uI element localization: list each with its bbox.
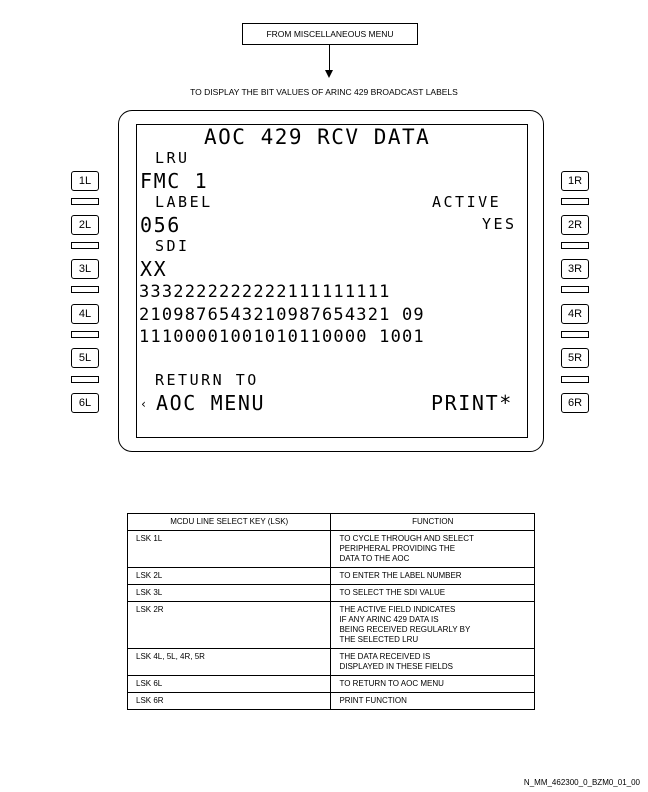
lsk-5r[interactable]: 5R — [561, 348, 589, 368]
key-slot — [71, 242, 99, 249]
table-cell-key: LSK 1L — [128, 531, 331, 568]
sdi-value: XX — [140, 257, 168, 281]
key-slot — [561, 198, 589, 205]
label-label: LABEL — [155, 193, 213, 211]
table-row — [128, 602, 535, 649]
table-cell-key: LSK 2L — [128, 568, 331, 585]
sdi-label: SDI — [155, 237, 190, 255]
bit-row-3: 11100001001010110000 1001 — [139, 327, 425, 347]
return-label: RETURN TO — [155, 371, 259, 389]
lsk-2r[interactable]: 2R — [561, 215, 589, 235]
lsk-function-table — [127, 513, 535, 710]
table-header-row — [128, 514, 535, 531]
table-cell-function: THE DATA RECEIVED IS DISPLAYED IN THESE FIELDS — [331, 649, 535, 676]
print-label: PRINT* — [431, 391, 513, 415]
table-row — [128, 693, 535, 710]
table-cell-function: PRINT FUNCTION — [331, 693, 535, 710]
table-row — [128, 585, 535, 602]
key-slot — [561, 376, 589, 383]
lru-label: LRU — [155, 149, 190, 167]
table-header-function: FUNCTION — [331, 514, 535, 531]
table-cell-key: LSK 3L — [128, 585, 331, 602]
key-slot — [561, 286, 589, 293]
bit-row-1: 3332222222222111111111 — [139, 282, 391, 302]
chevron-left-icon: ‹ — [140, 397, 148, 411]
arrow-down-icon — [325, 70, 333, 78]
table-cell-key: LSK 2R — [128, 602, 331, 649]
lsk-3r[interactable]: 3R — [561, 259, 589, 279]
source-menu-box: FROM MISCELLANEOUS MENU — [242, 23, 418, 45]
key-slot — [561, 242, 589, 249]
lsk-4r[interactable]: 4R — [561, 304, 589, 324]
table-cell-function: TO CYCLE THROUGH AND SELECT PERIPHERAL PROVIDING THE DATA TO THE AOC — [331, 531, 535, 568]
arrow-line — [329, 45, 330, 71]
active-label: ACTIVE — [432, 193, 502, 211]
table-row — [128, 531, 535, 568]
lsk-2l[interactable]: 2L — [71, 215, 99, 235]
document-reference: N_MM_462300_0_BZM0_01_00 — [523, 778, 640, 787]
lsk-4l[interactable]: 4L — [71, 304, 99, 324]
table-header-key: MCDU LINE SELECT KEY (LSK) — [128, 514, 331, 531]
key-slot — [71, 376, 99, 383]
bit-row-2: 2109876543210987654321 09 — [139, 305, 425, 325]
lsk-6r[interactable]: 6R — [561, 393, 589, 413]
table-row — [128, 649, 535, 676]
diagram-caption: TO DISPLAY THE BIT VALUES OF ARINC 429 BROADCAST LABELS — [190, 87, 458, 97]
lsk-5l[interactable]: 5L — [71, 348, 99, 368]
page-title: AOC 429 RCV DATA — [204, 125, 431, 149]
table-cell-key: LSK 4L, 5L, 4R, 5R — [128, 649, 331, 676]
table-cell-key: LSK 6R — [128, 693, 331, 710]
lru-value: FMC 1 — [140, 169, 209, 193]
lsk-1r[interactable]: 1R — [561, 171, 589, 191]
table-cell-key: LSK 6L — [128, 676, 331, 693]
table-cell-function: TO ENTER THE LABEL NUMBER — [331, 568, 535, 585]
table-cell-function: THE ACTIVE FIELD INDICATES IF ANY ARINC 429 DATA IS BEING RECEIVED REGULARLY BY THE SELECTED LRU — [331, 602, 535, 649]
table-row — [128, 676, 535, 693]
key-slot — [71, 198, 99, 205]
table-cell-function: TO SELECT THE SDI VALUE — [331, 585, 535, 602]
key-slot — [71, 286, 99, 293]
key-slot — [71, 331, 99, 338]
label-value: 056 — [140, 213, 181, 237]
active-value: YES — [482, 215, 517, 233]
table-row — [128, 568, 535, 585]
table-cell-function: TO RETURN TO AOC MENU — [331, 676, 535, 693]
key-slot — [561, 331, 589, 338]
lsk-6l[interactable]: 6L — [71, 393, 99, 413]
return-value: AOC MENU — [156, 391, 266, 415]
lsk-3l[interactable]: 3L — [71, 259, 99, 279]
lsk-1l[interactable]: 1L — [71, 171, 99, 191]
